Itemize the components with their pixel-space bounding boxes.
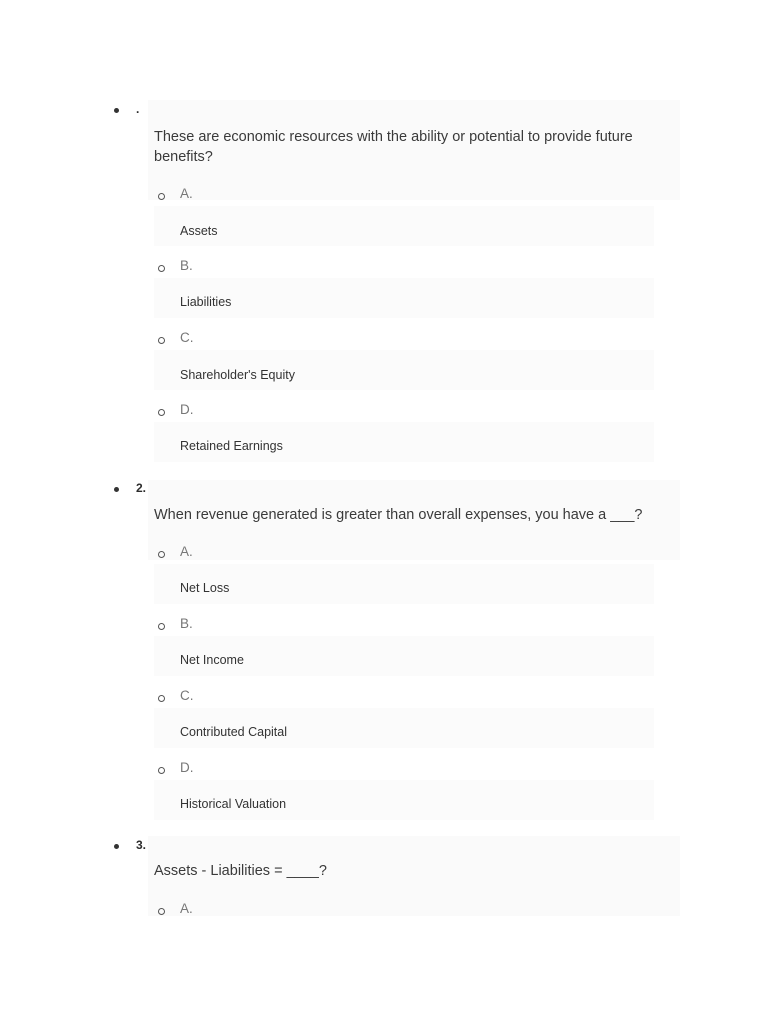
circle-bullet-icon — [158, 695, 165, 702]
question-2 — [108, 480, 680, 815]
option-text: Net Income — [180, 653, 244, 667]
option-letter: B. — [180, 616, 193, 631]
option-text: Retained Earnings — [180, 439, 283, 453]
question-number: . — [136, 102, 140, 116]
option-d[interactable] — [154, 400, 654, 464]
option-letter: A. — [180, 901, 193, 916]
option-letter: B. — [180, 258, 193, 273]
circle-bullet-icon — [158, 551, 165, 558]
option-letter: C. — [180, 688, 194, 703]
bullet-icon — [114, 487, 119, 492]
circle-bullet-icon — [158, 265, 165, 272]
option-text: Assets — [180, 224, 218, 238]
option-b[interactable] — [154, 614, 654, 678]
option-a[interactable] — [154, 542, 654, 606]
option-d[interactable] — [154, 758, 654, 822]
circle-bullet-icon — [158, 767, 165, 774]
option-text: Net Loss — [180, 581, 230, 595]
question-text: These are economic resources with the ability or potential to provide future benefits? — [154, 129, 633, 165]
option-letter: A. — [180, 186, 193, 201]
option-text: Liabilities — [180, 295, 232, 309]
question-number: 2. — [136, 481, 147, 495]
option-c[interactable] — [154, 328, 654, 392]
circle-bullet-icon — [158, 623, 165, 630]
option-letter: C. — [180, 330, 194, 345]
option-a[interactable] — [154, 184, 654, 248]
option-letter: D. — [180, 402, 194, 417]
option-letter: D. — [180, 760, 194, 775]
question-1 — [108, 100, 680, 460]
option-a[interactable] — [154, 899, 654, 925]
circle-bullet-icon — [158, 409, 165, 416]
option-text: Shareholder's Equity — [180, 368, 295, 382]
option-text: Historical Valuation — [180, 797, 287, 811]
question-number: 3. — [136, 838, 147, 852]
option-letter: A. — [180, 544, 193, 559]
question-3 — [108, 836, 680, 926]
option-c[interactable] — [154, 686, 654, 750]
circle-bullet-icon — [158, 337, 165, 344]
circle-bullet-icon — [158, 193, 165, 200]
question-text: Assets - Liabilities = ____? — [154, 863, 327, 879]
bullet-icon — [114, 844, 119, 849]
option-b[interactable] — [154, 256, 654, 320]
option-background — [154, 206, 654, 246]
option-text: Contributed Capital — [180, 725, 288, 739]
circle-bullet-icon — [158, 908, 165, 915]
question-text: When revenue generated is greater than overall expenses, you have a ___? — [154, 507, 643, 523]
bullet-icon — [114, 108, 119, 113]
